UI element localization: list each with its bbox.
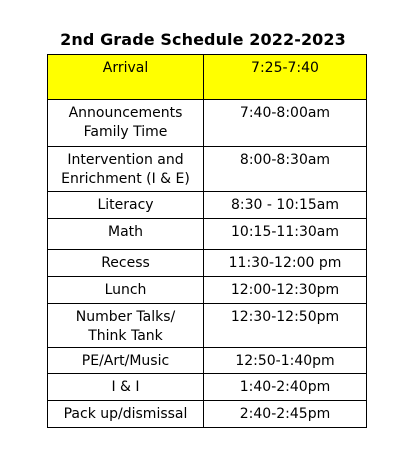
activity-cell: Math: [48, 219, 204, 250]
activity-cell: PE/Art/Music: [48, 348, 204, 374]
table-row: [48, 219, 367, 250]
time-cell: 10:15-11:30am: [204, 219, 367, 250]
table-row: [48, 374, 367, 401]
table-row: [48, 250, 367, 277]
time-cell: 7:40-8:00am: [204, 100, 367, 147]
table-row: [48, 304, 367, 348]
table-row: [48, 277, 367, 304]
time-cell: 12:30-12:50pm: [204, 304, 367, 348]
table-row: [48, 100, 367, 147]
time-cell: 8:00-8:30am: [204, 147, 367, 192]
table-row: [48, 401, 367, 428]
activity-cell: Lunch: [48, 277, 204, 304]
activity-cell: Recess: [48, 250, 204, 277]
page-title: 2nd Grade Schedule 2022-2023: [60, 30, 346, 49]
schedule-table: [47, 54, 367, 428]
activity-cell: Pack up/dismissal: [48, 401, 204, 428]
activity-cell: Arrival: [48, 55, 204, 100]
time-cell: 12:00-12:30pm: [204, 277, 367, 304]
table-row: [48, 147, 367, 192]
activity-cell: I & I: [48, 374, 204, 401]
time-cell: 2:40-2:45pm: [204, 401, 367, 428]
activity-cell: Announcements Family Time: [48, 100, 204, 147]
time-cell: 12:50-1:40pm: [204, 348, 367, 374]
table-row: [48, 192, 367, 219]
activity-cell: Literacy: [48, 192, 204, 219]
activity-cell: Intervention and Enrichment (I & E): [48, 147, 204, 192]
time-cell: 7:25-7:40: [204, 55, 367, 100]
activity-cell: Number Talks/ Think Tank: [48, 304, 204, 348]
time-cell: 8:30 - 10:15am: [204, 192, 367, 219]
time-cell: 11:30-12:00 pm: [204, 250, 367, 277]
time-cell: 1:40-2:40pm: [204, 374, 367, 401]
table-row: [48, 348, 367, 374]
table-row: [48, 55, 367, 100]
